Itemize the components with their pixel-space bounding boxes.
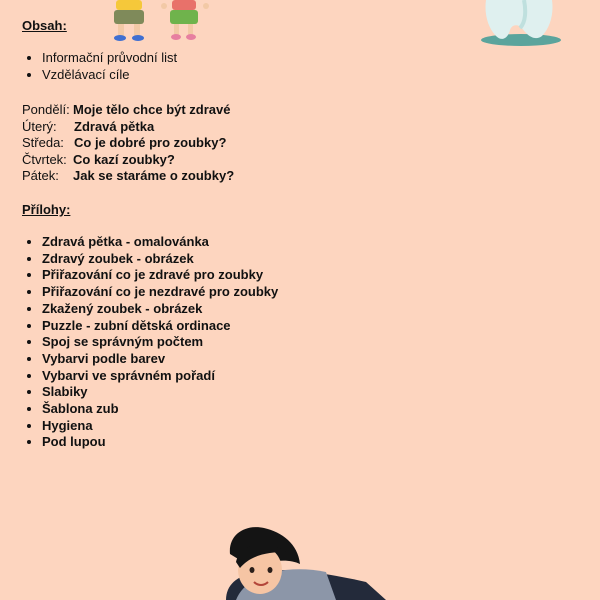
list-item: • Hygiena [42,418,278,435]
day-label: Pátek: [22,168,59,184]
day-label: Pondělí: [22,102,70,117]
list-item: • Slabiky [42,384,278,401]
day-topic: Zdravá pětka [74,118,155,134]
children-illustration [100,0,220,44]
contents-heading: Obsah: [22,18,67,33]
list-item: • Vybarvi ve správném pořadí [42,368,278,385]
girl-illustration [226,524,386,600]
list-item: • Pod lupou [42,434,278,451]
list-item: • Šablona zub [42,401,278,418]
list-item: • Přiřazování co je zdravé pro zoubky [42,267,278,284]
day-topic: Co je dobré pro zoubky? [74,135,227,151]
attachments-heading: Přílohy: [22,202,71,217]
list-item: • Zdravý zoubek - obrázek [42,251,278,268]
day-label: Úterý: [22,118,57,134]
list-item: • Vzdělávací cíle [42,67,177,84]
tooth-illustration [478,0,568,50]
day-label: Středa: [22,135,64,151]
day-topic: Jak se staráme o zoubky? [73,168,235,184]
attachments-list [0,234,278,451]
list-item: • Spoj se správným počtem [42,334,278,351]
list-item: • Informační průvodní list [42,50,177,67]
contents-list [0,50,177,83]
list-item: • Puzzle - zubní dětská ordinace [42,318,278,335]
list-item: • Vybarvi podle barev [42,351,278,368]
list-item: • Zdravá pětka - omalovánka [42,234,278,251]
list-item: • Přiřazování co je nezdravé pro zoubky [42,284,278,301]
day-topic: Moje tělo chce být zdravé [73,102,231,117]
day-topic: Co kazí zoubky? [73,151,175,167]
list-item: • Zkažený zoubek - obrázek [42,301,278,318]
day-label: Čtvrtek: [22,151,67,167]
